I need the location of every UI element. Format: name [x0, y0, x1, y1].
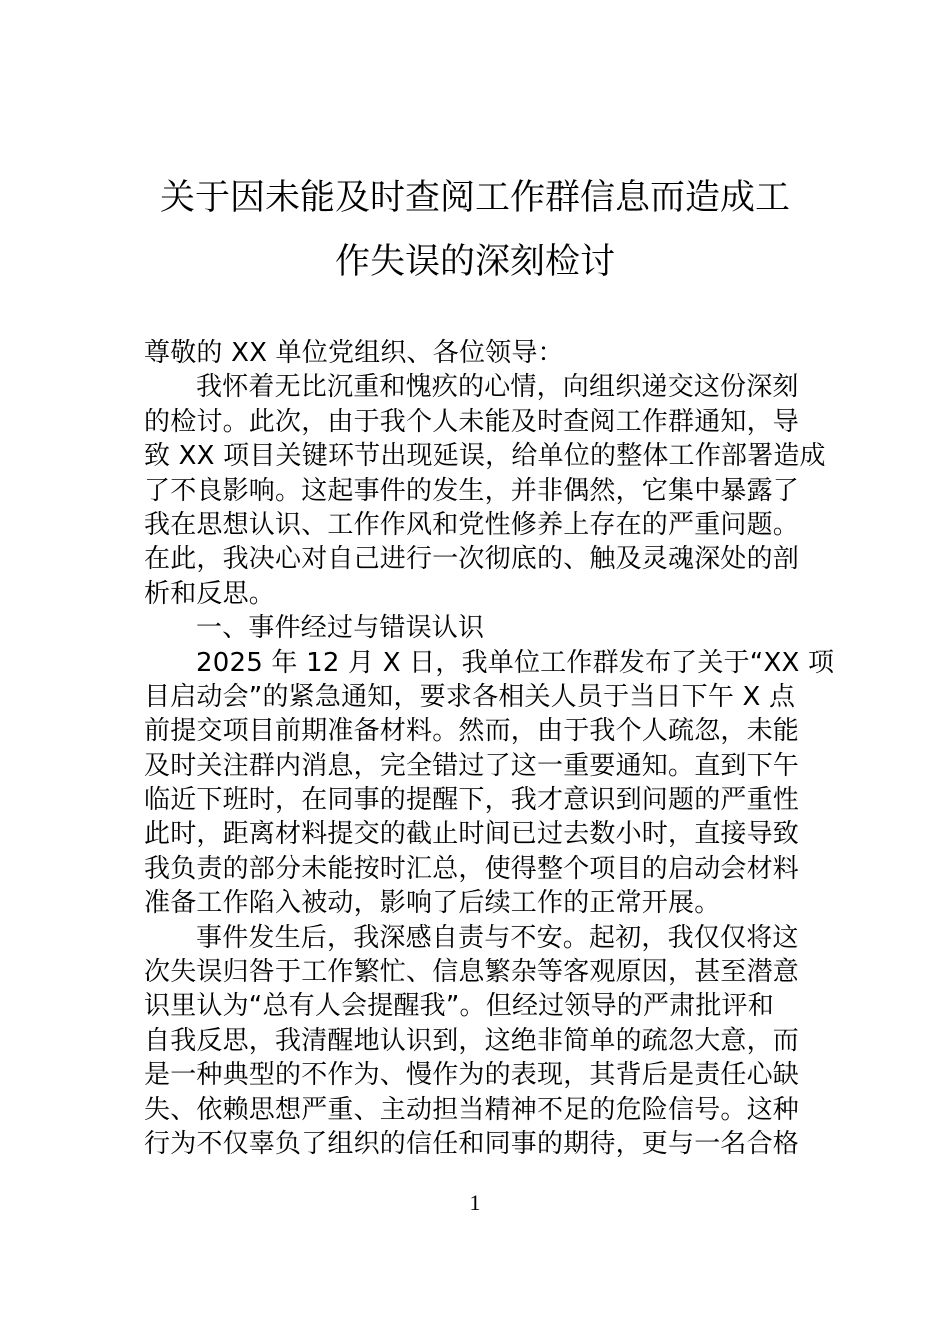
paragraph-line: 我负责的部分未能按时汇总，使得整个项目的启动会材料 [144, 853, 800, 884]
paragraph-line: 此时，距离材料提交的截止时间已过去数小时，直接导致 [144, 819, 800, 850]
salutation: 尊敬的 XX 单位党组织、各位领导： [144, 338, 564, 368]
paragraph-line: 了不良影响。这起事件的发生，并非偶然，它集中暴露了 [144, 475, 800, 506]
title-line-1: 关于因未能及时查阅工作群信息而造成工 [159, 178, 790, 218]
paragraph-line: 是一种典型的不作为、慢作为的表现，其背后是责任心缺 [144, 1060, 800, 1091]
paragraph-line: 在此，我决心对自己进行一次彻底的、触及灵魂深处的剖 [144, 544, 800, 575]
paragraph-line: 我怀着无比沉重和愧疚的心情，向组织递交这份深刻 [196, 372, 799, 403]
paragraph-line: 及时关注群内消息，完全错过了这一重要通知。直到下午 [144, 750, 800, 781]
document-title [140, 166, 810, 294]
paragraph-line: 临近下班时，在同事的提醒下，我才意识到问题的严重性 [144, 785, 800, 816]
paragraph-line: 析和反思。 [144, 578, 276, 609]
paragraph-line: 行为不仅辜负了组织的信任和同事的期待，更与一名合格 [144, 1128, 800, 1159]
paragraph-line: 的检讨。此次，由于我个人未能及时查阅工作群通知，导 [144, 406, 800, 437]
paragraph-line: 事件发生后，我深感自责与不安。起初，我仅仅将这 [196, 922, 799, 953]
paragraph-line: 准备工作陷入被动，影响了后续工作的正常开展。 [144, 888, 721, 919]
page-number: 1 [469, 1190, 481, 1215]
paragraph-line: 自我反思，我清醒地认识到，这绝非简单的疏忽大意，而 [144, 1025, 800, 1056]
paragraph-line: 我在思想认识、工作作风和党性修养上存在的严重问题。 [144, 509, 800, 540]
paragraph-line: 目启动会”的紧急通知，要求各相关人员于当日下午 X 点 [144, 681, 796, 712]
paragraph-line: 前提交项目前期准备材料。然而，由于我个人疏忽，未能 [144, 716, 800, 747]
paragraph-line: 致 XX 项目关键环节出现延误，给单位的整体工作部署造成 [144, 441, 826, 472]
paragraph-line: 失、依赖思想严重、主动担当精神不足的危险信号。这种 [144, 1094, 800, 1125]
title-line-2: 作失误的深刻检讨 [334, 242, 615, 282]
paragraph-line: 2025 年 12 月 X 日，我单位工作群发布了关于“XX 项 [196, 647, 835, 678]
paragraph-line: 次失误归咎于工作繁忙、信息繁杂等客观原因，甚至潜意 [144, 957, 800, 988]
section-heading: 一、事件经过与错误认识 [196, 613, 485, 644]
paragraph-line: 识里认为“总有人会提醒我”。但经过领导的严肃批评和 [144, 991, 774, 1022]
document-body [144, 336, 835, 1161]
